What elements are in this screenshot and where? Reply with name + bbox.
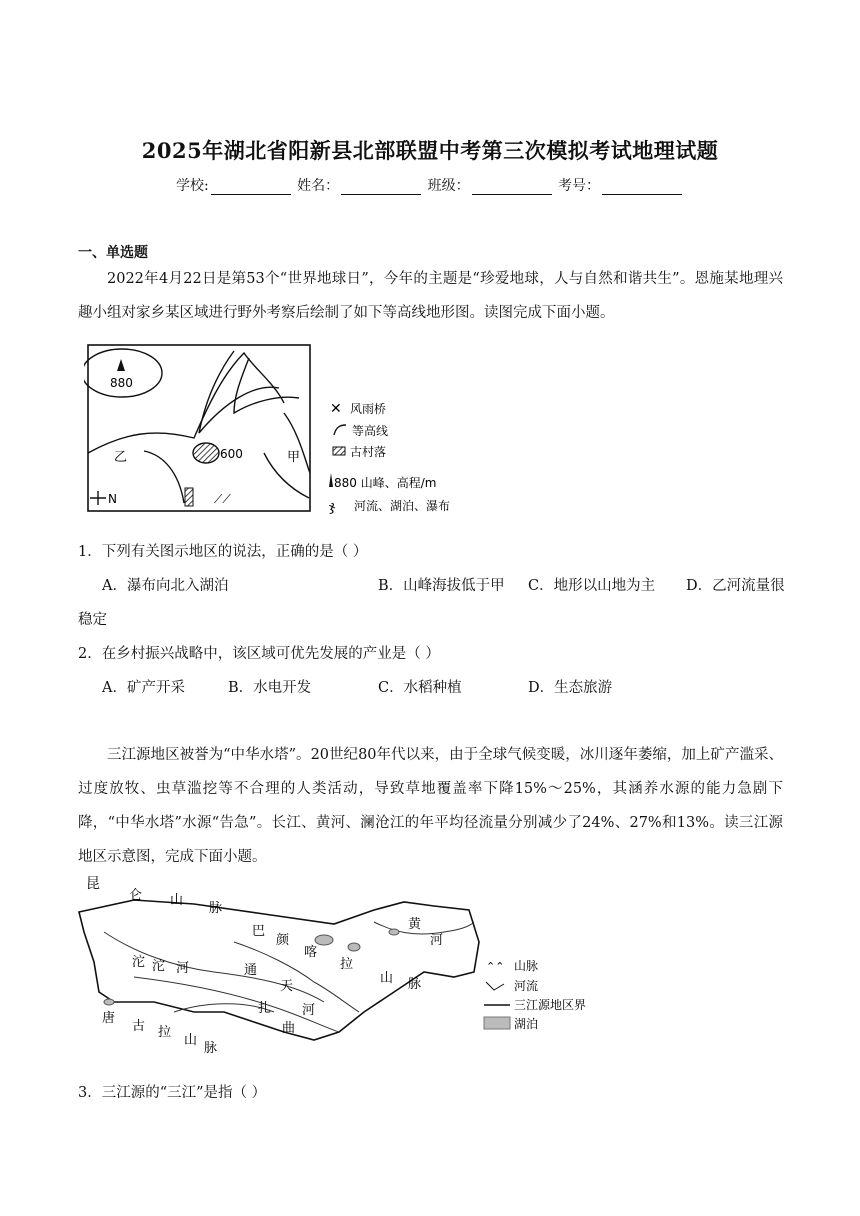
bridge-legend-icon: ✕ (330, 401, 342, 417)
student-info-line (0, 175, 860, 195)
q1-option-c: C．地形以山地为主 (528, 578, 656, 594)
river-line (144, 451, 184, 503)
tanggula-char: 山 (184, 1033, 198, 1048)
village-label: 600 (220, 447, 243, 461)
lake-shape (104, 999, 114, 1005)
legend-bridge: 风雨桥 (350, 402, 387, 416)
class-label: 班级： (427, 178, 470, 194)
legend-lake: 湖泊 (514, 1017, 539, 1031)
tanggula-char: 唐 (102, 1011, 116, 1026)
legend-contour: 等高线 (352, 424, 389, 438)
q2-option-d: D．生态旅游 (528, 680, 613, 696)
q2-option-b: B．水电开发 (228, 680, 312, 696)
bayan-char: 脉 (408, 977, 422, 992)
tongtian-char: 天 (280, 979, 294, 994)
bayan-char: 喀 (304, 945, 318, 960)
zaqu-char: 曲 (282, 1021, 296, 1036)
tongtian-char: 河 (302, 1003, 316, 1018)
sanjiangyuan-map (74, 872, 604, 1062)
mountain-legend-icon: ⌃⌃ (486, 960, 505, 973)
contour-legend-icon (334, 425, 346, 435)
lake-shape (348, 943, 360, 951)
q1-option-b: B．山峰海拔低于甲 (378, 578, 505, 594)
village-legend-icon (333, 447, 345, 455)
q1-option-d: D．乙河流量很 (686, 578, 785, 594)
label-yi: 乙 (114, 450, 128, 465)
label-jia: 甲 (287, 450, 301, 465)
river-legend-icon (486, 982, 504, 990)
school-blank (211, 180, 291, 195)
question-2-stem: 2．在乡村振兴战略中，该区域可优先发展的产业是（ ） (78, 646, 440, 662)
tanggula-char: 脉 (204, 1041, 218, 1056)
lake-shape (389, 929, 399, 935)
question-1-stem: 1．下列有关图示地区的说法，正确的是（ ） (78, 544, 368, 560)
legend-village: 古村落 (350, 445, 387, 459)
legend-river: 河流、湖泊、瀑布 (354, 499, 451, 513)
tuotuo-char: 沱 (132, 955, 146, 970)
legend-mountain: 山脉 (514, 959, 539, 973)
zaqu-char: 扎 (258, 1001, 272, 1016)
q2-option-c: C．水稻种植 (378, 680, 462, 696)
question-3-stem: 3．三江源的“三江”是指（ ） (78, 1085, 267, 1101)
passage-2: 三江源地区被誉为“中华水塔”。20世纪80年代以来，由于全球气候变暖，冰川逐年萎缩，加上矿产滥采、过度放牧、虫草滥挖等不合理的人类活动，导致草地覆盖率下降15%～25%，其涵养水源的能力急剧下降，“中华水塔”水源“告急”。长江、黄河、澜沧江的年平均径流量分别减少了24%、27%和13%。读三江源地区示意图，完成下面小题。 (78, 747, 783, 865)
tongtian-char: 通 (244, 963, 258, 978)
bayan-char: 巴 (252, 924, 266, 939)
tuotuo-char: 沱 (152, 959, 166, 974)
peak-legend-icon (329, 473, 333, 487)
contour-line (199, 351, 279, 433)
peak-label: 880 (110, 376, 133, 390)
bayan-char: 拉 (340, 957, 354, 972)
legend-peak: 880 山峰、高程/m (334, 476, 437, 490)
class-blank (472, 180, 552, 195)
legend-boundary: 三江源地区界 (514, 998, 587, 1012)
legend-river: 河流 (514, 979, 539, 993)
q1-option-a: A．瀑布向北入湖泊 (102, 578, 229, 594)
kunlun-char: 山 (170, 893, 184, 908)
bridge-icon: ⟋⟋ (214, 492, 231, 506)
village-icon (193, 443, 219, 463)
north-label: N (108, 492, 117, 506)
waterfall-icon (185, 488, 193, 506)
kunlun-char: 昆 (86, 876, 100, 892)
north-arrow-icon (90, 491, 106, 505)
bayan-char: 山 (380, 971, 394, 986)
passage-1: 2022年4月22日是第53个“世界地球日”，今年的主题是“珍爱地球，人与自然和谐共生”。恩施某地理兴趣小组对家乡某区域进行野外考察后绘制了如下等高线地形图。读图完成下面小题。 (78, 271, 783, 321)
peak-icon (117, 359, 125, 371)
section-heading: 一、单选题 (78, 245, 148, 261)
kunlun-char: 脉 (209, 901, 223, 916)
bayan-char: 颜 (276, 933, 290, 948)
name-blank (341, 180, 421, 195)
tanggula-char: 古 (132, 1019, 146, 1034)
contour-map (84, 343, 484, 518)
q1-option-d-continued: 稳定 (78, 612, 107, 628)
kunlun-char: 仑 (129, 888, 143, 903)
page-title: 2025年湖北省阳新县北部联盟中考第三次模拟考试地理试题 (141, 138, 719, 163)
school-label: 学校: (175, 178, 209, 194)
lake-shape (315, 935, 333, 945)
q2-option-a: A．矿产开采 (102, 680, 185, 696)
river-legend-icon: ჯ (329, 499, 336, 515)
huanghe-char: 河 (430, 933, 444, 948)
tanggula-char: 拉 (158, 1025, 172, 1040)
name-label: 姓名： (297, 178, 340, 194)
contour-line (234, 358, 299, 413)
huanghe-char: 黄 (408, 917, 422, 932)
number-label: 考号： (558, 178, 601, 194)
lake-legend-icon (484, 1017, 510, 1029)
tuotuo-char: 河 (176, 961, 190, 976)
number-blank (602, 180, 682, 195)
